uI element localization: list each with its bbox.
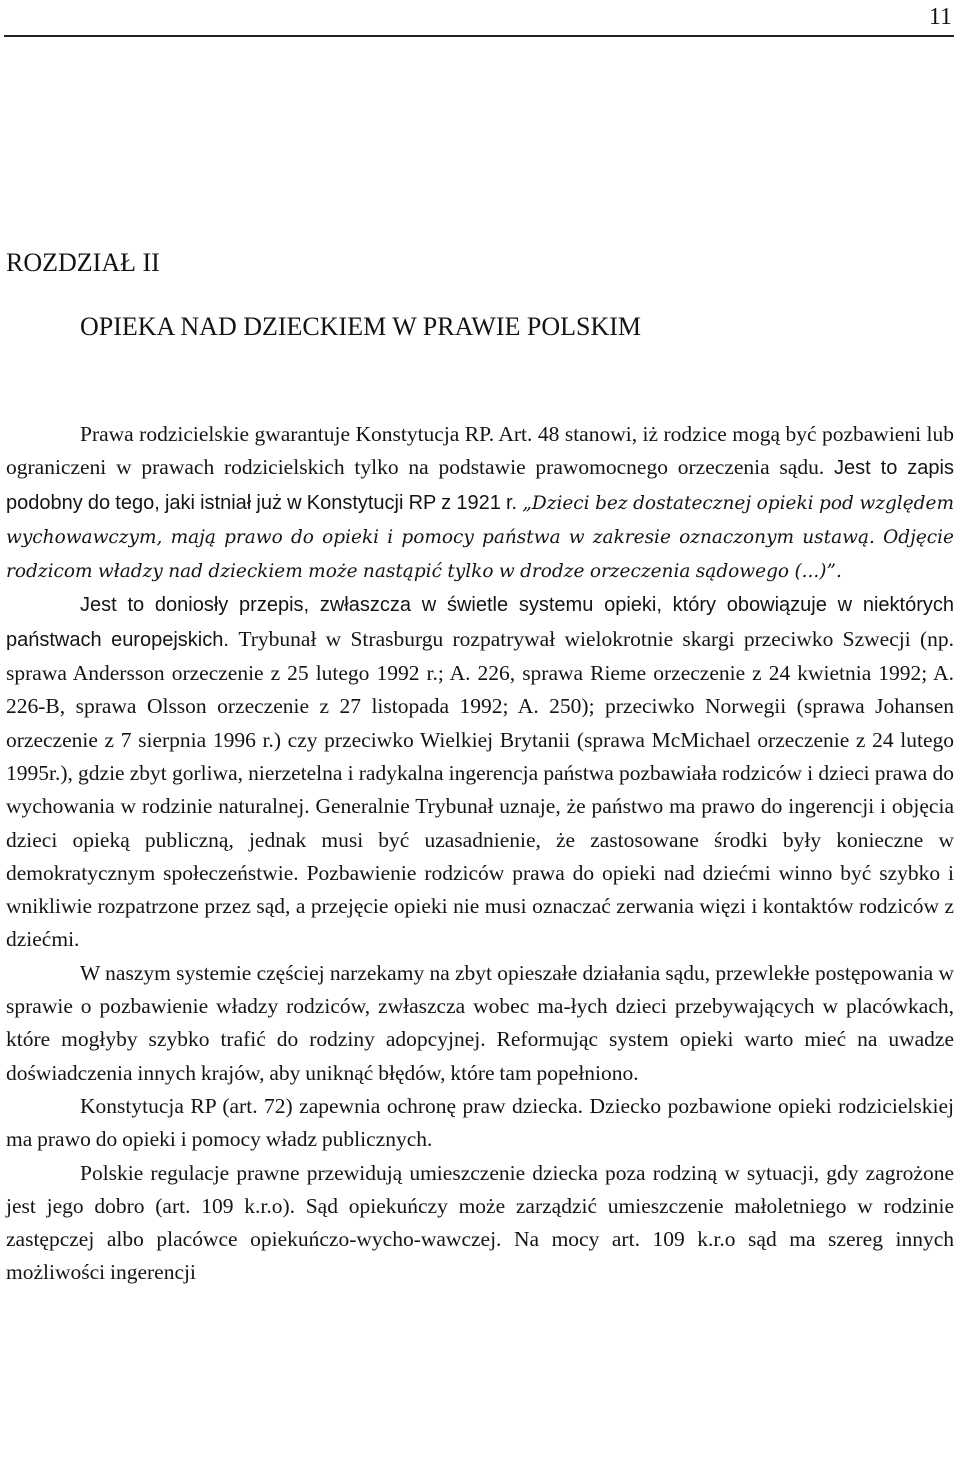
chapter-title: OPIEKA NAD DZIECKIEM W PRAWIE POLSKIM (80, 312, 642, 341)
paragraph-4: Konstytucja RP (art. 72) zapewnia ochronę praw dziecka. Dziecko pozbawione opieki rodzicielskiej ma prawo do opieki i pomocy władz publicznych. (6, 1093, 954, 1152)
paragraph-1 (6, 418, 954, 588)
paragraph-2-tribunal: Trybunał w Strasburgu rozpatrywał wielokrotnie skargi przeciwko Szwecji (np. sprawa Andersson orzeczenie z 25 lutego 1992 r.; A. 226, sprawa Rieme orzeczenie z 24 kwietnia 1992; A. 226-B, sprawa Olsson orzeczenie z 27 listopada 1992; A. 250); przeciwko Norwegii (sprawa Johansen orzeczenie z 7 sierpnia 1996 r.) czy przeciwko Wielkiej Brytanii (sprawa McMichael orzeczenie z 24 lutego 1995r.), gdzie zbyt gorliwa, nierzetelna i radykalna ingerencja państwa pozbawiała rodziców i dzieci prawa do wychowania w rodzinie naturalnej. Generalnie Trybunał uznaje, że państwo ma prawo do ingerencji i objęcia dzieci opieką publiczną, jednak musi być uzasadnienie, że zastosowane środki były konieczne w demokratycznym społeczeństwie. Pozbawienie rodziców prawa do opieki nad dziećmi winno być szybko i wnikliwie rozpatrzone przez sąd, a przejęcie opieki nie musi oznaczać zerwania więzi i kontaktów rodziców z dziećmi. (6, 626, 954, 952)
paragraph-3: W naszym systemie częściej narzekamy na zbyt opieszałe działania sądu, przewlekłe postępowania w sprawie o pozbawienie władzy rodziców, zwłaszcza wobec ma-łych dzieci przebywających w placówkach, które mogłyby szybko trafić do rodziny adopcyjnej. Reformując system opieki warto mieć na uwadze doświadczenia innych krajów, aby uniknąć błędów, które tam popełniono. (6, 960, 954, 1085)
chapter-label: ROZDZIAŁ II (6, 248, 160, 277)
page-number: 11 (928, 4, 952, 30)
paragraph-2-intro: Jest to doniosły przepis, zwłaszcza w świetle systemu opieki, który obowiązuje w niektórych państwach europejskich. (6, 594, 954, 651)
body-text (6, 418, 954, 1290)
paragraph-5: Polskie regulacje prawne przewidują umieszczenie dziecka poza rodziną w sytuacji, gdy zagrożone jest jego dobro (art. 109 k.r.o). Sąd opiekuńczy może zarządzić umieszczenie małoletniego w rodzinie zastępczej albo placówce opiekuńczo-wycho-wawczej. Na mocy art. 109 k.r.o sąd ma szereg innych możliwości ingerencji (6, 1160, 954, 1285)
paragraph-2 (6, 588, 954, 956)
paragraph-1-comparison: Jest to zapis podobny do tego, jaki istniał już w Konstytucji RP z 1921 r. (6, 457, 954, 514)
constitution-1921-quote: „Dzieci bez dostatecznej opieki pod względem wychowawczym, mają prawo do opieki i pomocy państwa w zakresie oznaczonym ustawą. Odjęcie rodzicom władzy nad dzieckiem może nastąpić tylko w drodze orzeczenia sądowego (...)”. (6, 492, 954, 583)
header-rule (4, 35, 954, 37)
paragraph-1-intro: Prawa rodzicielskie gwarantuje Konstytucja RP. Art. 48 stanowi, iż rodzice mogą być pozbawieni lub ograniczeni w prawach rodzicielskich tylko na podstawie prawomocnego orzeczenia sądu. (6, 422, 954, 480)
